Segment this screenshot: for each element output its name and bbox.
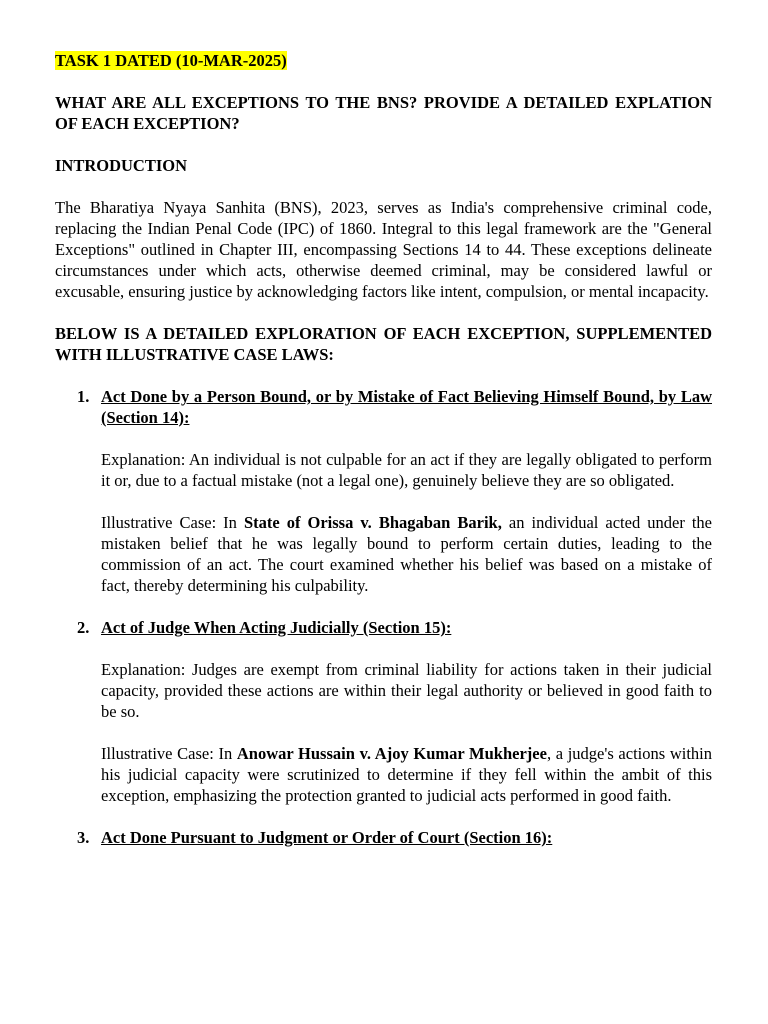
item-explanation: Explanation: Judges are exempt from criminal liability for actions taken in their judicial capacity, provided these actions are within their legal authority or believed in good faith to be so. (101, 660, 712, 721)
introduction-paragraph: The Bharatiya Nyaya Sanhita (BNS), 2023, serves as India's comprehensive criminal code, replacing the Indian Penal Code (IPC) of 1860. Integral to this legal framework are the "General Exceptions" outlined in Chapter III, encompassing Sections 14 to 44. These exceptions delineate circumstances under which acts, otherwise deemed criminal, may be considered lawful or excusable, ensuring justice by acknowledging factors like intent, compulsion, or mental incapacity. (55, 198, 712, 301)
case-prefix: Illustrative Case: In (101, 513, 244, 532)
item-case (101, 512, 712, 596)
list-item (55, 827, 712, 848)
list-item (55, 386, 712, 596)
case-prefix: Illustrative Case: In (101, 744, 237, 763)
item-case (101, 743, 712, 806)
exploration-heading: BELOW IS A DETAILED EXPLORATION OF EACH EXCEPTION, SUPPLEMENTED WITH ILLUSTRATIVE CASE LAWS: (55, 324, 712, 364)
case-name: State of Orissa v. Bhagaban Barik, (243, 513, 502, 532)
case-suffix: an individual acted under the mistaken belief that he was legally bound to perform certain duties, leading to the commission of an act. The court examined whether his belief was based on a mistake of fact, thereby determining his culpability. (101, 513, 712, 595)
case-name: Anowar Hussain v. Ajoy Kumar Mukherjee (236, 744, 547, 763)
item-heading: Act of Judge When Acting Judicially (Section 15): (101, 618, 452, 637)
task-title-highlight: TASK 1 DATED (10-MAR-2025) (55, 51, 287, 70)
list-item (55, 617, 712, 806)
item-number: 2. (77, 618, 90, 637)
exceptions-list (55, 386, 712, 848)
item-number: 3. (77, 828, 90, 847)
item-heading: Act Done by a Person Bound, or by Mistake of Fact Believing Himself Bound, by Law (Section 14): (101, 387, 712, 427)
item-explanation: Explanation: An individual is not culpable for an act if they are legally obligated to perform it or, due to a factual mistake (not a legal one), genuinely believe they are so obligated. (101, 450, 712, 490)
item-number: 1. (77, 387, 90, 406)
introduction-heading: INTRODUCTION (55, 156, 188, 175)
question-heading: WHAT ARE ALL EXCEPTIONS TO THE BNS? PROVIDE A DETAILED EXPLATION OF EACH EXCEPTION? (55, 93, 712, 133)
task-title (55, 50, 712, 71)
item-heading: Act Done Pursuant to Judgment or Order of Court (Section 16): (101, 828, 553, 847)
case-suffix: , a judge's actions within his judicial capacity were scrutinized to determine if they fell within the ambit of this exception, emphasizing the protection granted to judicial acts performed in good faith. (101, 744, 712, 805)
